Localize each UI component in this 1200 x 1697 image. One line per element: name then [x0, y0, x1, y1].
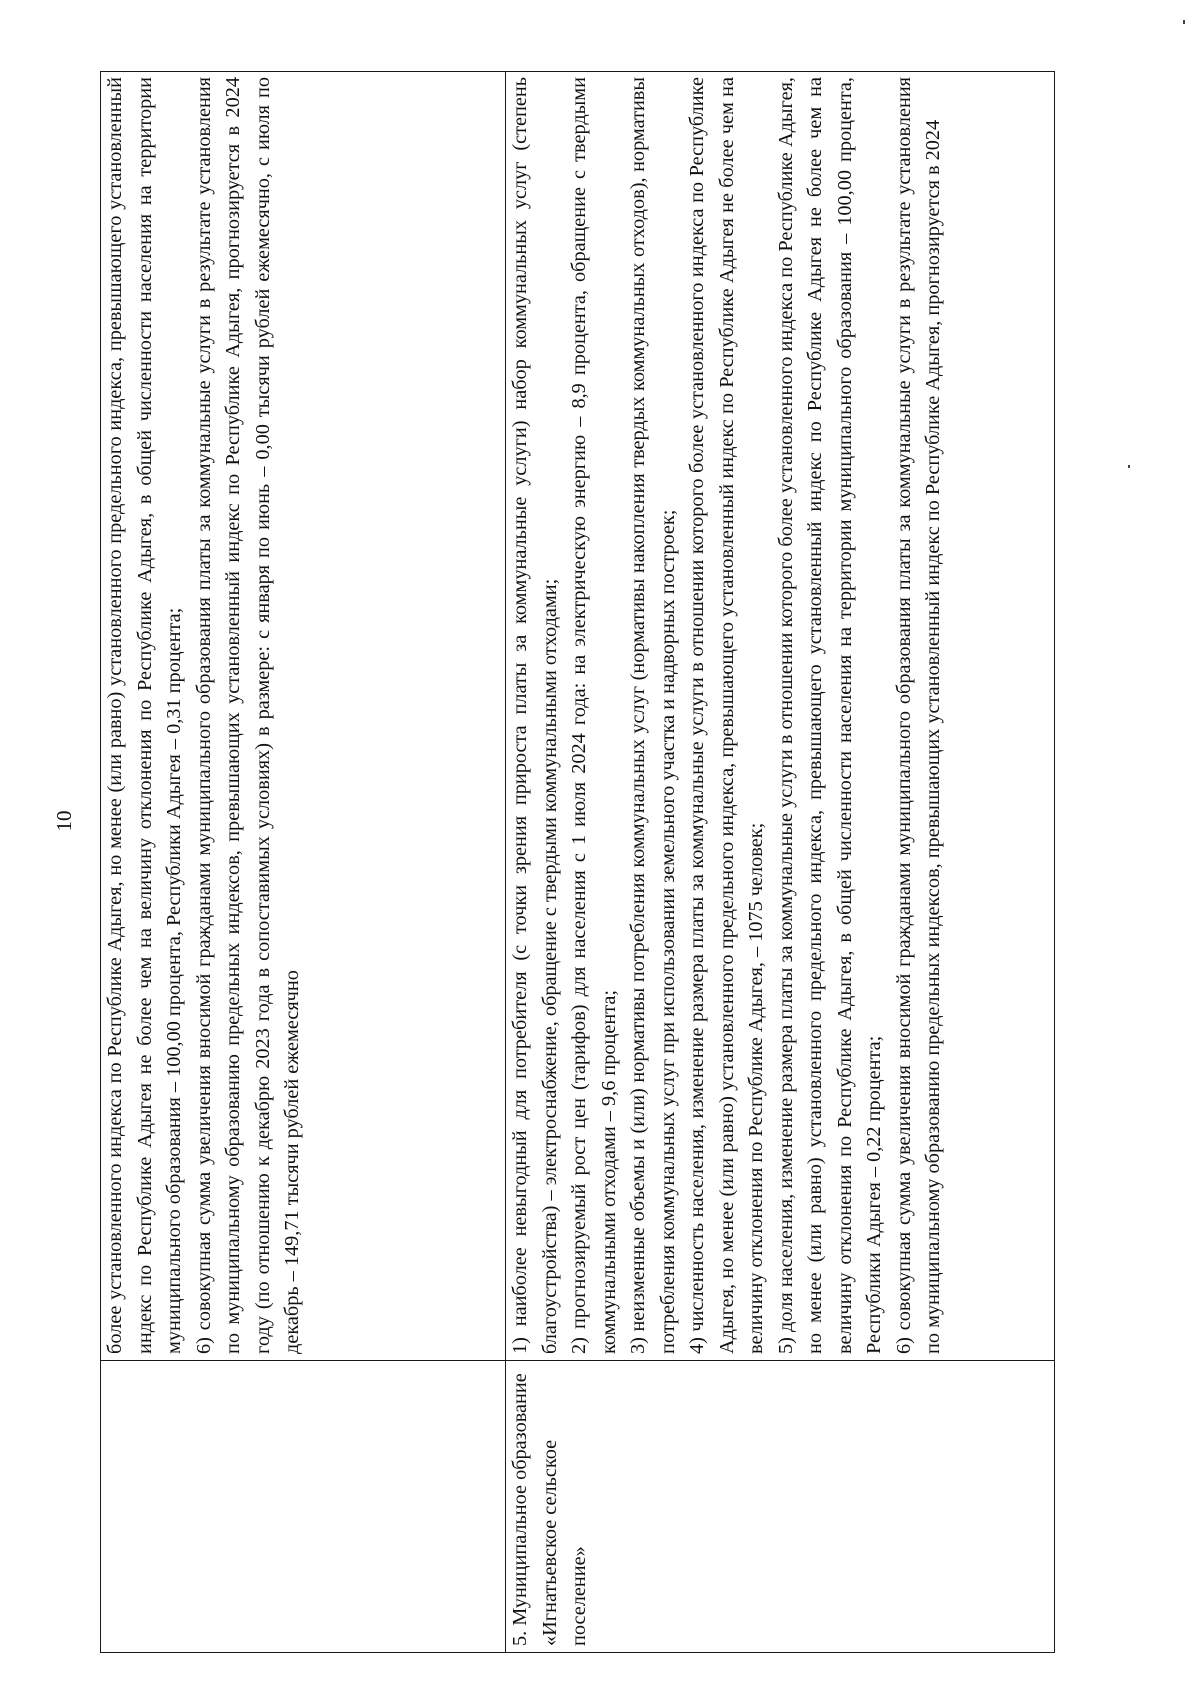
- conditions-cell: [101, 72, 506, 1361]
- municipality-cell: [101, 1361, 506, 1653]
- paragraph: 4) численность населения, изменение размера платы за коммунальные услуги в отношении которого более установленного индекса по Республике Адыгея, но менее (или равно) установленного предельного индекса, превышающего установленный индекс по Республике Адыгея не более чем на величину отклонения по Республике Адыгея, – 1075 человек;: [686, 77, 767, 1354]
- conditions-cell: [506, 72, 1055, 1361]
- paragraph: 6) совокупная сумма увеличения вносимой гражданами муниципального образования платы за коммунальные услуги в результате установления по муниципальному образованию предельных индексов, превышающих установленный индекс по Республике Адыгея, прогнозируется в 2024 году (по отношению к декабрю 2023 года в сопоставимых условиях) в размере: с января по июнь – 0,00 тысячи рублей ежемесячно, с июля по декабрь – 149,71 тысячи рублей ежемесячно: [192, 77, 303, 1354]
- paragraph: 3) неизменные объемы и (или) нормативы потребления коммунальных услуг (нормативы накопления твердых коммунальных отходов), нормативы потребления коммунальных услуг при использовании земельного участка и надворных построек;: [627, 77, 679, 1354]
- table-row: [101, 72, 506, 1653]
- scan-speck: [1183, 20, 1185, 24]
- paragraph: 1) наиболее невыгодный для потребителя (с точки зрения прироста платы за коммунальные услуги) набор коммунальных услуг (степень благоустройства) – электроснабжение, обращение с твердыми коммунальными отходами;: [509, 77, 561, 1354]
- paragraph: 2) прогнозируемый рост цен (тарифов) для населения с 1 июля 2024 года: на электрическую энергию – 8,9 процента, обращение с твердыми коммунальными отходами – 9,6 процента;: [568, 77, 620, 1354]
- paragraph: более установленного индекса по Республике Адыгея, но менее (или равно) установленного предельного индекса, превышающего установленный индекс по Республике Адыгея не более чем на величину отклонения по Республике Адыгея, в общей численности населения на территории муниципального образования – 100,00 процента, Республики Адыгея – 0,31 процента;: [104, 77, 185, 1354]
- municipal-index-table: [100, 71, 1055, 1653]
- paragraph: 5) доля населения, изменение размера платы за коммунальные услуги в отношении которого более установленного индекса по Республике Адыгея, но менее (или равно) установленного предельного индекса, превышающего установленный индекс по Республике Адыгея не более чем на величину отклонения по Республике Адыгея, в общей численности населения на территории муниципального образования – 100,00 процента, Республики Адыгея – 0,22 процента;: [774, 77, 885, 1354]
- page-number: 10: [52, 810, 76, 832]
- municipality-cell: 5. Муниципальное образование «Игнатьевское сельское поселение»: [506, 1361, 1055, 1653]
- scan-speck: [1128, 465, 1130, 468]
- rotated-document-page: [100, 71, 1056, 1653]
- table-row: [506, 72, 1055, 1653]
- paragraph: 6) совокупная сумма увеличения вносимой гражданами муниципального образования платы за коммунальные услуги в результате установления по муниципальному образованию предельных индексов, превышающих установленный индекс по Республике Адыгея, прогнозируется в 2024: [892, 77, 944, 1354]
